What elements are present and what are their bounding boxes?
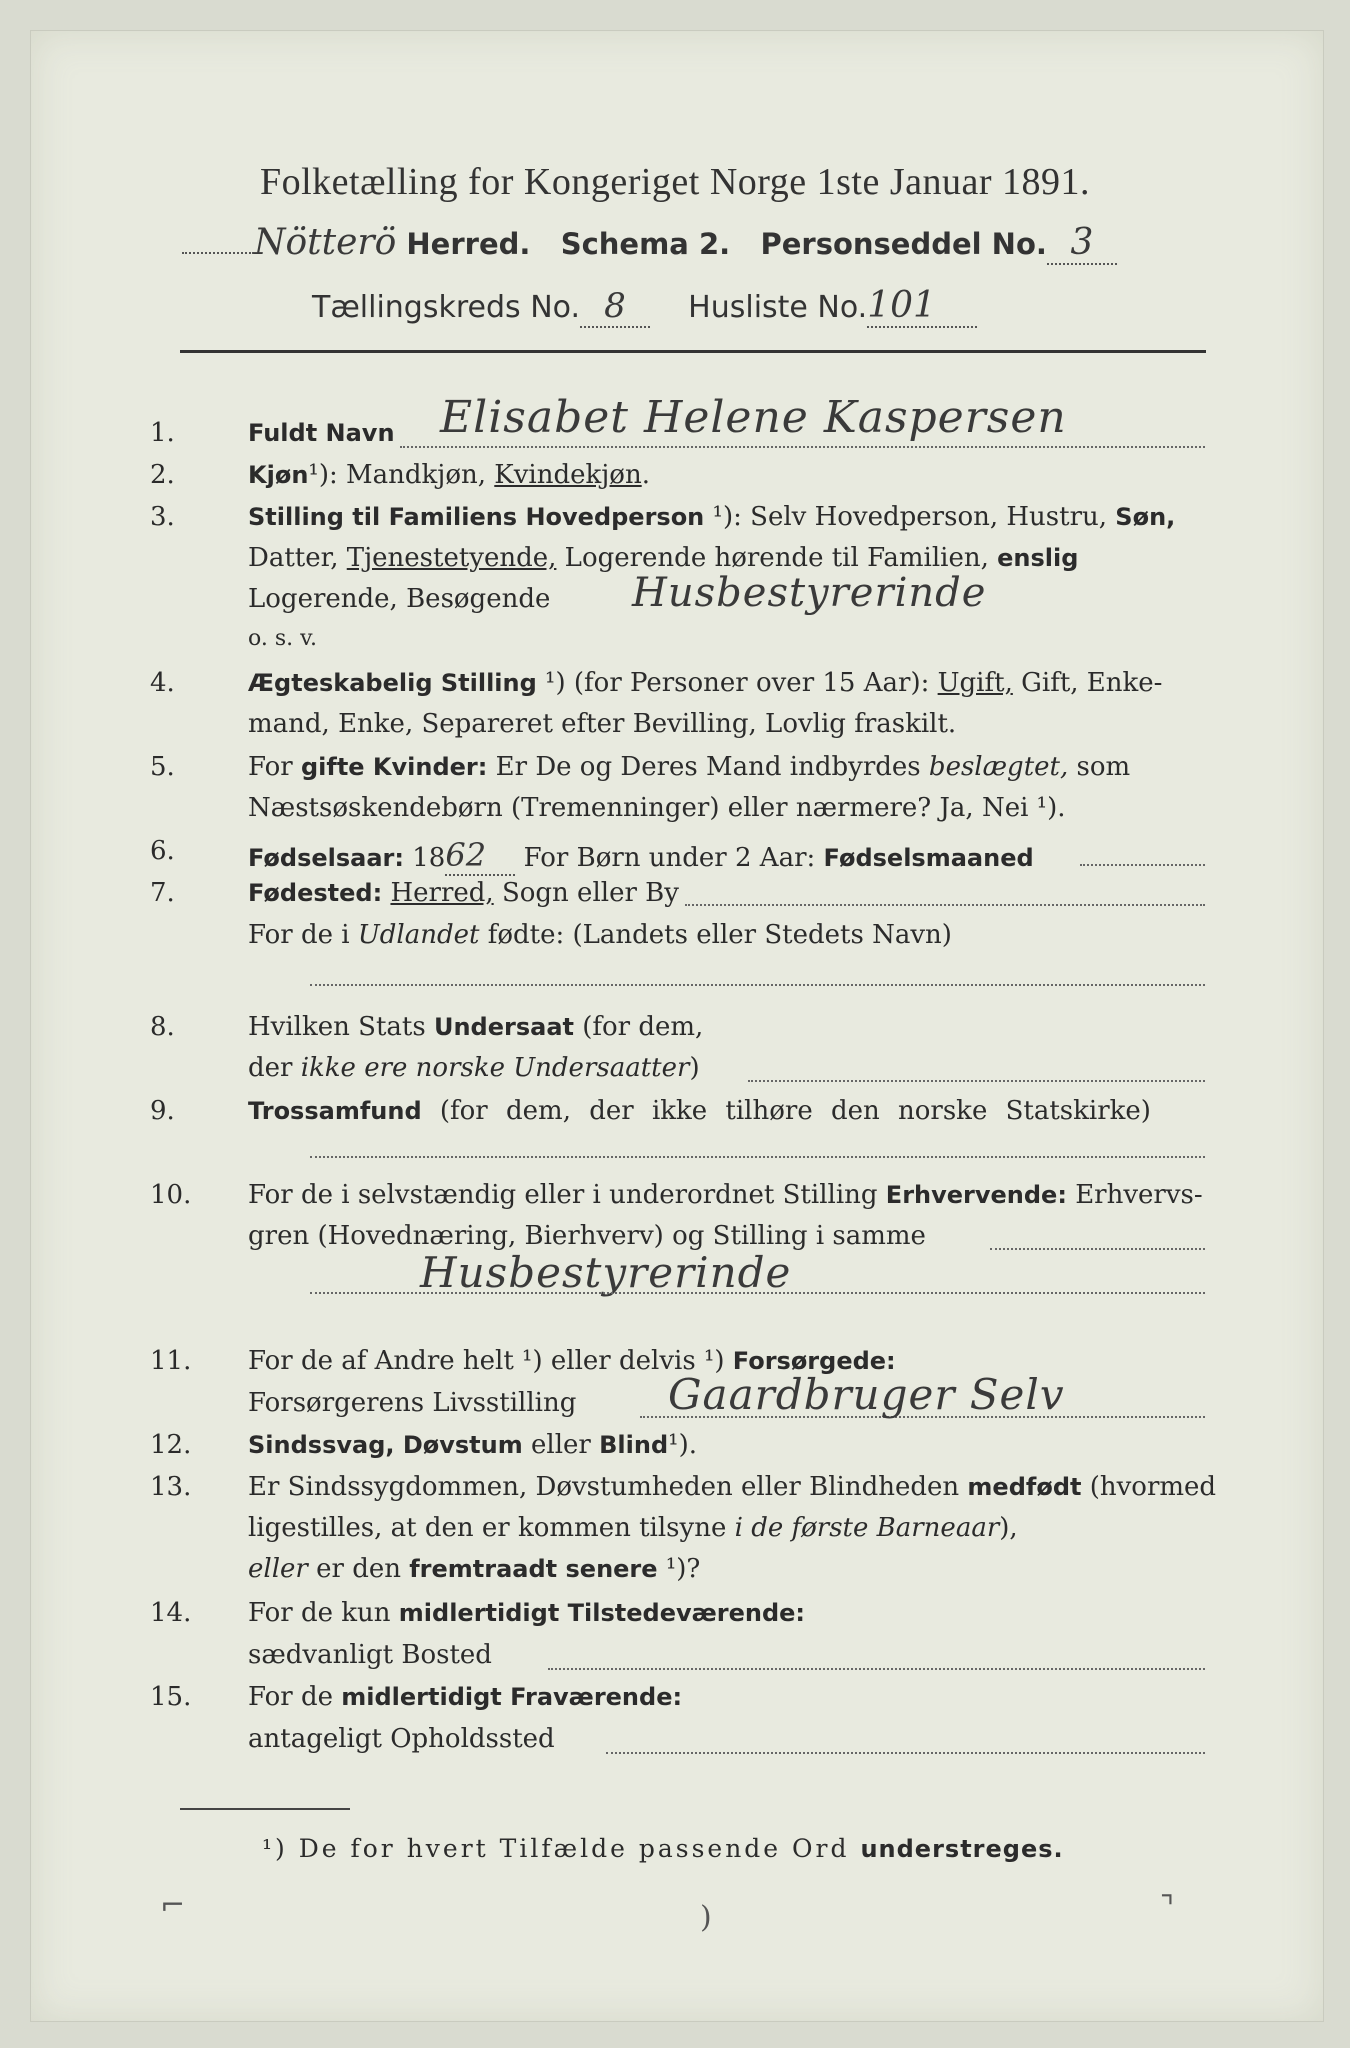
q3-line2: Datter, Tjenestetyende, Logerende hørende til Familien, enslig [248, 543, 1079, 573]
personseddel-number: 3 [1070, 222, 1094, 263]
q7-fill-2 [310, 984, 1205, 986]
q3-line4: o. s. v. [248, 626, 317, 651]
q12-line: Sindssvag, Døvstum eller Blind¹). [248, 1430, 697, 1460]
q1-label: Fuldt Navn [248, 419, 395, 447]
q9-number: 9. [150, 1096, 175, 1126]
q6-line: Fødselsaar: 1862 For Børn under 2 Aar: Fødselsmaaned [248, 836, 1034, 874]
q13-number: 13. [150, 1472, 192, 1502]
q4-selected: Ugift, [937, 668, 1013, 698]
personseddel-label: Personseddel No. [760, 227, 1047, 261]
herred-line [182, 222, 1117, 265]
footnote: ¹) De for hvert Tilfælde passende Ord understreges. [262, 1834, 1064, 1863]
kreds-line [312, 285, 977, 328]
q1-number: 1. [150, 418, 175, 448]
kreds-number: 8 [604, 286, 626, 326]
q11-line1: For de af Andre helt ¹) eller delvis ¹) Forsørgede: [248, 1346, 896, 1376]
q8-line1: Hvilken Stats Undersaat (for dem, [248, 1012, 704, 1042]
q14-fill [548, 1668, 1205, 1670]
q8-fill [748, 1080, 1205, 1082]
q13-line3: eller er den fremtraadt senere ¹)? [248, 1554, 701, 1584]
q5-line1: For gifte Kvinder: Er De og Deres Mand indbyrdes beslægtet, som [248, 752, 1131, 782]
q2-line: Kjøn¹): Mandkjøn, Kvindekjøn. [248, 460, 650, 490]
pencil-mark: ) [700, 1900, 712, 1935]
q15-line2: antageligt Opholdssted [248, 1724, 555, 1754]
q11-line2: Forsørgerens Livsstilling [248, 1388, 577, 1418]
q13-line1: Er Sindssygdommen, Døvstumheden eller Blindheden medfødt (hvormed [248, 1472, 1217, 1502]
q6-fill [1080, 864, 1205, 866]
q4-line1: Ægteskabelig Stilling ¹) (for Personer over 15 Aar): Ugift, Gift, Enke- [248, 668, 1163, 698]
q1-answer: Elisabet Helene Kaspersen [440, 392, 1067, 443]
q6-year: 62 [445, 836, 487, 874]
q7-selected: Herred, [390, 878, 494, 908]
q9-fill [310, 1156, 1205, 1158]
q15-number: 15. [150, 1682, 192, 1712]
q10-fill [990, 1248, 1205, 1250]
husliste-number: 101 [867, 285, 936, 326]
q14-line1: For de kun midlertidigt Tilstedeværende: [248, 1598, 806, 1628]
q10-line1: For de i selvstændig eller i underordnet Stilling Erhvervende: Erhvervs- [248, 1180, 1203, 1210]
q1-fill [400, 446, 1205, 448]
header-rule [180, 350, 1206, 353]
q3-number: 3. [150, 502, 175, 532]
q10-number: 10. [150, 1180, 192, 1210]
q9-line: Trossamfund (for dem, der ikke tilhøre den norske Statskirke) [248, 1096, 1151, 1126]
q13-line2: ligestilles, at den er kommen tilsyne i de første Barneaar), [248, 1513, 1018, 1543]
q2-selected: Kvindekjøn [494, 460, 642, 490]
q8-line2: der ikke ere norske Undersaatter) [248, 1053, 700, 1083]
q7-line2: For de i Udlandet fødte: (Landets eller Stedets Navn) [248, 920, 952, 950]
q10-answer: Husbestyrerinde [420, 1248, 792, 1297]
footnote-rule [180, 1808, 350, 1810]
q7-number: 7. [150, 878, 175, 908]
q3-answer: Husbestyrerinde [632, 570, 987, 616]
q14-number: 14. [150, 1598, 192, 1628]
q6-number: 6. [150, 836, 175, 866]
q7-line1: Fødested: Herred, Sogn eller By [248, 878, 679, 908]
schema-label: Schema 2. [560, 227, 731, 261]
pencil-mark: ⌐ [160, 1888, 186, 1923]
herred-name: Nötterö [254, 222, 397, 263]
pencil-mark: ⌝ [1160, 1890, 1175, 1925]
q3-line3: Logerende, Besøgende [248, 584, 551, 614]
q14-line2: sædvanligt Bosted [248, 1640, 492, 1670]
q8-number: 8. [150, 1012, 175, 1042]
q5-line2: Næstsøskendebørn (Tremenninger) eller nærmere? Ja, Nei ¹). [248, 793, 1066, 823]
kreds-label: Tællingskreds No. [312, 290, 580, 325]
q4-number: 4. [150, 668, 175, 698]
q3-line1: Stilling til Familiens Hovedperson ¹): Selv Hovedperson, Hustru, Søn, [248, 502, 1176, 532]
q11-number: 11. [150, 1346, 192, 1376]
q3-selected: Tjenestetyende, [346, 543, 557, 573]
q15-fill [606, 1752, 1205, 1754]
form-title: Folketælling for Kongeriget Norge 1ste Januar 1891. [259, 161, 1091, 203]
q10-fill-2 [310, 1292, 1205, 1294]
q5-number: 5. [150, 752, 175, 782]
q11-answer: Gaardbruger Selv [668, 1370, 1065, 1419]
q2-number: 2. [150, 460, 175, 490]
q4-line2: mand, Enke, Separeret efter Bevilling, Lovlig fraskilt. [248, 709, 957, 739]
husliste-label: Husliste No. [688, 290, 868, 325]
q10-line2: gren (Hovednæring, Bierhverv) og Stilling i samme [248, 1221, 926, 1251]
q15-line1: For de midlertidigt Fraværende: [248, 1682, 683, 1712]
q7-fill [685, 904, 1205, 906]
herred-label: Herred. [406, 227, 531, 261]
q12-number: 12. [150, 1430, 192, 1460]
